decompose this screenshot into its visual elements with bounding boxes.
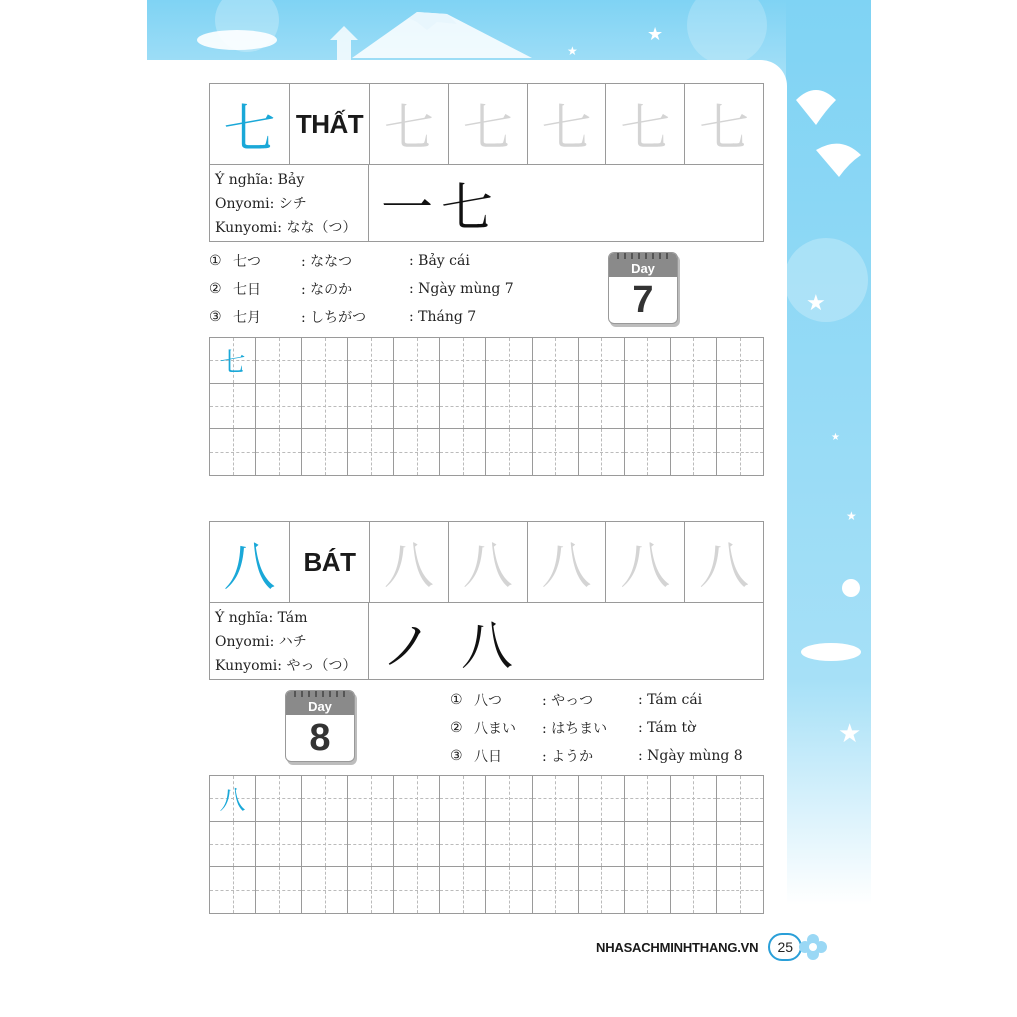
svg-text:★: ★: [846, 509, 857, 523]
practice-cell[interactable]: [533, 429, 579, 475]
practice-cell[interactable]: [440, 776, 486, 822]
svg-text:★: ★: [838, 719, 862, 749]
practice-cell[interactable]: [579, 429, 625, 475]
vocab-item: [450, 742, 743, 770]
trace-character: 七: [528, 84, 607, 164]
vocab-number: ②: [209, 281, 222, 297]
practice-cell[interactable]: [717, 338, 763, 384]
practice-cell[interactable]: [486, 429, 532, 475]
vocab-item: [450, 686, 743, 714]
practice-cell[interactable]: [671, 384, 717, 430]
vocab-list-8: [450, 686, 743, 770]
vocab-meaning: : Tám tờ: [638, 720, 696, 736]
vocab-meaning: : Tám cái: [638, 692, 703, 708]
practice-guide-kanji: 七: [219, 347, 246, 378]
practice-cell[interactable]: [717, 776, 763, 822]
practice-cell[interactable]: [302, 822, 348, 868]
calendar-day-label: Day: [286, 691, 354, 715]
practice-cell[interactable]: [717, 384, 763, 430]
meaning-text: Ý nghĩa: Tám: [215, 610, 308, 626]
practice-cell[interactable]: [348, 429, 394, 475]
vocab-list-7: [209, 247, 514, 331]
practice-cell[interactable]: [579, 338, 625, 384]
kanji-info-row: [210, 602, 763, 680]
practice-cell[interactable]: [625, 776, 671, 822]
trace-character: 七: [370, 84, 449, 164]
practice-cell[interactable]: [533, 338, 579, 384]
practice-cell[interactable]: [210, 867, 256, 913]
practice-cell[interactable]: [302, 429, 348, 475]
vocab-item: [209, 275, 514, 303]
practice-cell[interactable]: [440, 338, 486, 384]
trace-character: 七: [449, 84, 528, 164]
vocab-reading: : なのか: [301, 282, 353, 298]
vocab-reading: : はちまい: [542, 721, 608, 737]
trace-character: 八: [528, 522, 607, 602]
kanji-info-row: [210, 164, 763, 242]
practice-cell[interactable]: [625, 429, 671, 475]
page-number: 25: [768, 933, 802, 961]
calendar-day-number: 8: [309, 716, 331, 759]
practice-cell[interactable]: [302, 338, 348, 384]
trace-character: 八: [449, 522, 528, 602]
practice-cell[interactable]: [717, 867, 763, 913]
vocab-reading: : やっつ: [542, 693, 594, 709]
vocab-number: ①: [450, 692, 463, 708]
day-calendar-icon: [285, 690, 355, 762]
practice-cell[interactable]: [394, 338, 440, 384]
stroke-order: ノ八: [381, 616, 542, 677]
practice-cell[interactable]: [533, 822, 579, 868]
practice-cell[interactable]: [671, 822, 717, 868]
practice-cell[interactable]: [625, 867, 671, 913]
onyomi-text: Onyomi: ハチ: [215, 634, 307, 650]
practice-cell[interactable]: [210, 776, 256, 822]
practice-cell[interactable]: [486, 867, 532, 913]
svg-text:★: ★: [647, 24, 664, 45]
practice-cell[interactable]: [625, 822, 671, 868]
practice-cell[interactable]: [579, 384, 625, 430]
practice-cell[interactable]: [486, 776, 532, 822]
page-footer: [596, 934, 830, 960]
vocab-number: ②: [450, 720, 463, 736]
practice-cell[interactable]: [256, 338, 302, 384]
practice-cell[interactable]: [348, 776, 394, 822]
vocab-item: [450, 714, 743, 742]
practice-cell[interactable]: [256, 822, 302, 868]
practice-cell[interactable]: [671, 429, 717, 475]
calendar-day-label: Day: [609, 253, 677, 277]
vocab-item: [209, 247, 514, 275]
practice-cell[interactable]: [671, 776, 717, 822]
practice-cell[interactable]: [302, 384, 348, 430]
vocab-meaning: : Ngày mùng 7: [409, 281, 514, 297]
practice-cell[interactable]: [486, 338, 532, 384]
practice-cell[interactable]: [533, 384, 579, 430]
practice-cell[interactable]: [348, 338, 394, 384]
practice-cell[interactable]: [579, 776, 625, 822]
practice-cell[interactable]: [625, 338, 671, 384]
svg-text:★: ★: [567, 44, 578, 58]
svg-text:★: ★: [806, 291, 826, 316]
practice-cell[interactable]: [256, 776, 302, 822]
practice-cell[interactable]: [440, 867, 486, 913]
practice-cell[interactable]: [348, 384, 394, 430]
kanji-character: 七: [210, 84, 290, 164]
kunyomi-text: Kunyomi: やっ（つ）: [215, 658, 357, 674]
practice-cell[interactable]: [210, 429, 256, 475]
han-viet-reading: THẤT: [290, 84, 370, 164]
practice-cell[interactable]: [533, 867, 579, 913]
practice-cell[interactable]: [394, 384, 440, 430]
vocab-meaning: : Bảy cái: [409, 253, 470, 269]
practice-cell[interactable]: [486, 822, 532, 868]
practice-cell[interactable]: [625, 384, 671, 430]
vocab-word: 七つ: [233, 254, 261, 270]
practice-grid-7[interactable]: [209, 337, 764, 476]
vocab-meaning: : Tháng 7: [409, 309, 477, 325]
practice-cell[interactable]: [210, 822, 256, 868]
vocab-reading: : ななつ: [301, 254, 353, 270]
practice-cell[interactable]: [394, 867, 440, 913]
practice-cell[interactable]: [579, 822, 625, 868]
practice-cell[interactable]: [348, 822, 394, 868]
calendar-rings: [617, 253, 669, 259]
kunyomi-text: Kunyomi: なな（つ）: [215, 220, 357, 236]
practice-cell[interactable]: [348, 867, 394, 913]
sky-side-decoration: [786, 0, 871, 905]
calendar-rings: [294, 691, 346, 697]
practice-cell[interactable]: [486, 384, 532, 430]
vocab-word: 七月: [233, 310, 261, 326]
practice-guide-kanji: 八: [219, 785, 246, 816]
flower-icon: [796, 930, 830, 964]
practice-cell[interactable]: [394, 822, 440, 868]
vocab-word: 八日: [474, 749, 502, 765]
vocab-reading: : しちがつ: [301, 310, 367, 326]
kanji-header-row: [210, 84, 763, 165]
vocab-reading: : ようか: [542, 749, 594, 765]
practice-cell[interactable]: [302, 867, 348, 913]
practice-cell[interactable]: [671, 338, 717, 384]
svg-text:★: ★: [831, 432, 840, 443]
practice-cell[interactable]: [440, 429, 486, 475]
kanji-readings: [210, 164, 369, 242]
vocab-word: 八つ: [474, 693, 502, 709]
vocab-number: ①: [209, 253, 222, 269]
practice-cell[interactable]: [210, 384, 256, 430]
vocab-word: 八まい: [474, 721, 516, 737]
practice-cell[interactable]: [440, 384, 486, 430]
practice-cell[interactable]: [302, 776, 348, 822]
practice-cell[interactable]: [256, 867, 302, 913]
han-viet-reading: BÁT: [290, 522, 370, 602]
meaning-text: Ý nghĩa: Bảy: [215, 172, 305, 188]
practice-cell[interactable]: [671, 867, 717, 913]
trace-character: 八: [606, 522, 685, 602]
trace-character: 八: [699, 537, 750, 595]
day-calendar-icon: [608, 252, 678, 324]
practice-cell[interactable]: [256, 384, 302, 430]
trace-character: 七: [606, 84, 685, 164]
calendar-day-number: 7: [632, 278, 654, 321]
trace-character: 八: [370, 522, 449, 602]
practice-cell[interactable]: [533, 776, 579, 822]
stroke-order: 一七: [381, 178, 502, 239]
practice-cell[interactable]: [717, 822, 763, 868]
kanji-card-7: [209, 83, 764, 242]
kanji-character: 八: [210, 522, 290, 602]
practice-cell[interactable]: [394, 429, 440, 475]
kanji-header-row: [210, 522, 763, 603]
vocab-item: [209, 303, 514, 331]
vocab-meaning: : Ngày mùng 8: [638, 748, 743, 764]
practice-cell[interactable]: [440, 822, 486, 868]
publisher-website: NHASACHMINHTHANG.VN: [596, 939, 759, 955]
practice-cell[interactable]: [579, 867, 625, 913]
trace-character: 七: [699, 99, 750, 157]
practice-cell[interactable]: [256, 429, 302, 475]
practice-cell[interactable]: [717, 429, 763, 475]
vocab-word: 七日: [233, 282, 261, 298]
practice-grid-8[interactable]: [209, 775, 764, 914]
kanji-readings: [210, 602, 369, 680]
vocab-number: ③: [450, 748, 463, 764]
vocab-number: ③: [209, 309, 222, 325]
practice-cell[interactable]: [210, 338, 256, 384]
cranes-and-stars-illustration: [786, 0, 871, 905]
kanji-card-8: [209, 521, 764, 680]
practice-cell[interactable]: [394, 776, 440, 822]
onyomi-text: Onyomi: シチ: [215, 196, 307, 212]
